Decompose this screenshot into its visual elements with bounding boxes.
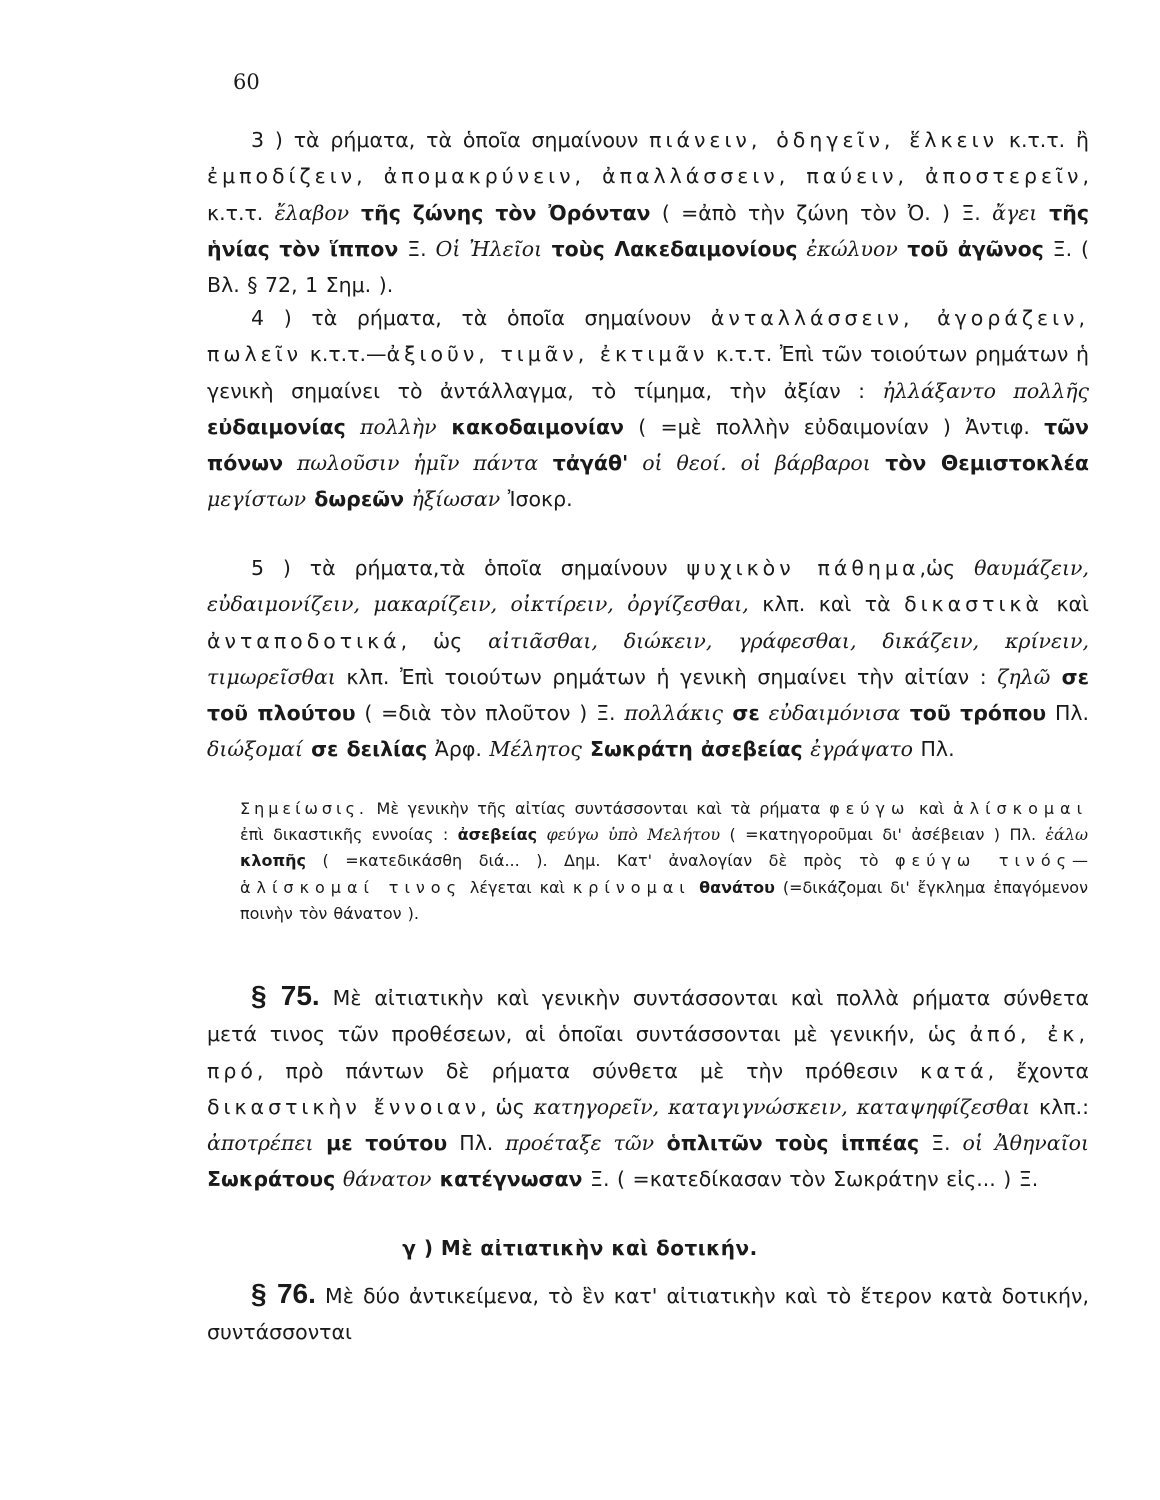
note-paragraph: Σημείωσις. Μὲ γενικὴν τῆς αἰτίας συντάσσονται καὶ τὰ ρήματα φεύγω καὶ ἁλίσκομαι ἐπὶ δικαστικῆς εννοίας : ἀσεβείας φεύγω ὑπὸ Μελήτου ( =κατηγοροῦμαι δι' ἀσέβειαν ) Πλ. ἑάλω κλοπῆς ( =κατεδικάσθη διά... ). Δημ. Κατ' ἀναλογίαν δὲ πρὸς τὸ φεύγω τινός— ἁλίσκομαί τινος λέγεται καὶ κρίνομαι θανάτου (=δικάζομαι δι' ἔγκλημα ἐπαγόμενον ποινὴν τὸν θάνατον ).: [240, 799, 1089, 923]
section-75: § 75. Μὲ αἰτιατικὴν καὶ γενικὴν συντάσσονται καὶ πολλὰ ρήματα σύνθετα μετά τινος τῶν προθέσεων, αἱ ὁποῖαι συντάσσονται μὲ γενικήν, ὡς ἀπό, ἐκ, πρό, πρὸ πάντων δὲ ρήματα σύνθετα μὲ τὴν πρόθεσιν κατά, ἔχοντα δικαστικὴν ἔννοιαν, ὡς κατηγορεῖν, καταγιγνώσκειν, καταψηφίζεσθαι κλπ.: ἀποτρέπει με τούτου Πλ. προέταξε τῶν ὁπλιτῶν τοὺς ἱππέας Ξ. οἱ Ἀθηναῖοι Σωκράτους θάνατον κατέγνωσαν Ξ. ( =κατεδίκασαν τὸν Σωκράτην εἰς... ) Ξ.: [207, 980, 1090, 1192]
subsection-heading: γ ) Μὲ αἰτιατικὴν καὶ δοτικήν.: [402, 1236, 758, 1260]
paragraph-3: 3 ) τὰ ρήματα, τὰ ὁποῖα σημαίνουν πιάνειν, ὁδηγεῖν, ἕλκειν κ.τ.τ. ἢ ἐμποδίζειν, ἀπομακρύνειν, ἀπαλλάσσειν, παύειν, ἀποστερεῖν, κ.τ.τ. ἔλαβον τῆς ζώνης τὸν Ὀρόνταν ( =ἀπὸ τὴν ζώνη τὸν Ὀ. ) Ξ. ἄγει τῆς ἡνίας τὸν ἵππον Ξ. Οἱ Ἠλεῖοι τοὺς Λακεδαιμονίους ἐκώλυον τοῦ ἀγῶνος Ξ. ( Βλ. § 72, 1 Σημ. ).: [207, 128, 1090, 298]
paragraph-5: 5 ) τὰ ρήματα,τὰ ὁποῖα σημαίνουν ψυχικὸν πάθημα,ὡς θαυμάζειν, εὐδαιμονίζειν, μακαρίζειν, οἰκτίρειν, ὀργίζεσθαι, κλπ. καὶ τὰ δικαστικὰ καὶ ἀνταποδοτικά, ὡς αἰτιᾶσθαι, διώκειν, γράφεσθαι, δικάζειν, κρίνειν, τιμωρεῖσθαι κλπ. Ἐπὶ τοιούτων ρημάτων ἡ γενικὴ σημαίνει τὴν αἰτίαν : ζηλῶ σε τοῦ πλούτου ( =διὰ τὸν πλοῦτον ) Ξ. πολλάκις σε εὐδαιμόνισα τοῦ τρόπου Πλ. διώξομαί σε δειλίας Ἀρφ. Μέλητος Σωκράτη ἀσεβείας ἐγράψατο Πλ.: [207, 556, 1090, 762]
paragraph-4: 4 ) τὰ ρήματα, τὰ ὁποῖα σημαίνουν ἀνταλλάσσειν, ἀγοράζειν, πωλεῖν κ.τ.τ.—ἀξιοῦν, τιμᾶν, ἐκτιμᾶν κ.τ.τ. Ἐπὶ τῶν τοιούτων ρημάτων ἡ γενικὴ σημαίνει τὸ ἀντάλλαγμα, τὸ τίμημα, τὴν ἀξίαν : ἠλλάξαντο πολλῆς εὐδαιμονίας πολλὴν κακοδαιμονίαν ( =μὲ πολλὴν εὐδαιμονίαν ) Ἀντιφ. τῶν πόνων πωλοῦσιν ἡμῖν πάντα τἀγάθ' οἱ θεοί. οἱ βάρβαροι τὸν Θεμιστοκλέα μεγίστων δωρεῶν ἠξίωσαν Ἰσοκρ.: [207, 306, 1089, 512]
page-number: 60: [233, 70, 260, 94]
section-76: § 76. Μὲ δύο ἀντικείμενα, τὸ ἓν κατ' αἰτιατικὴν καὶ τὸ ἕτερον κατὰ δοτικήν, συντάσσονται: [207, 1278, 1089, 1345]
